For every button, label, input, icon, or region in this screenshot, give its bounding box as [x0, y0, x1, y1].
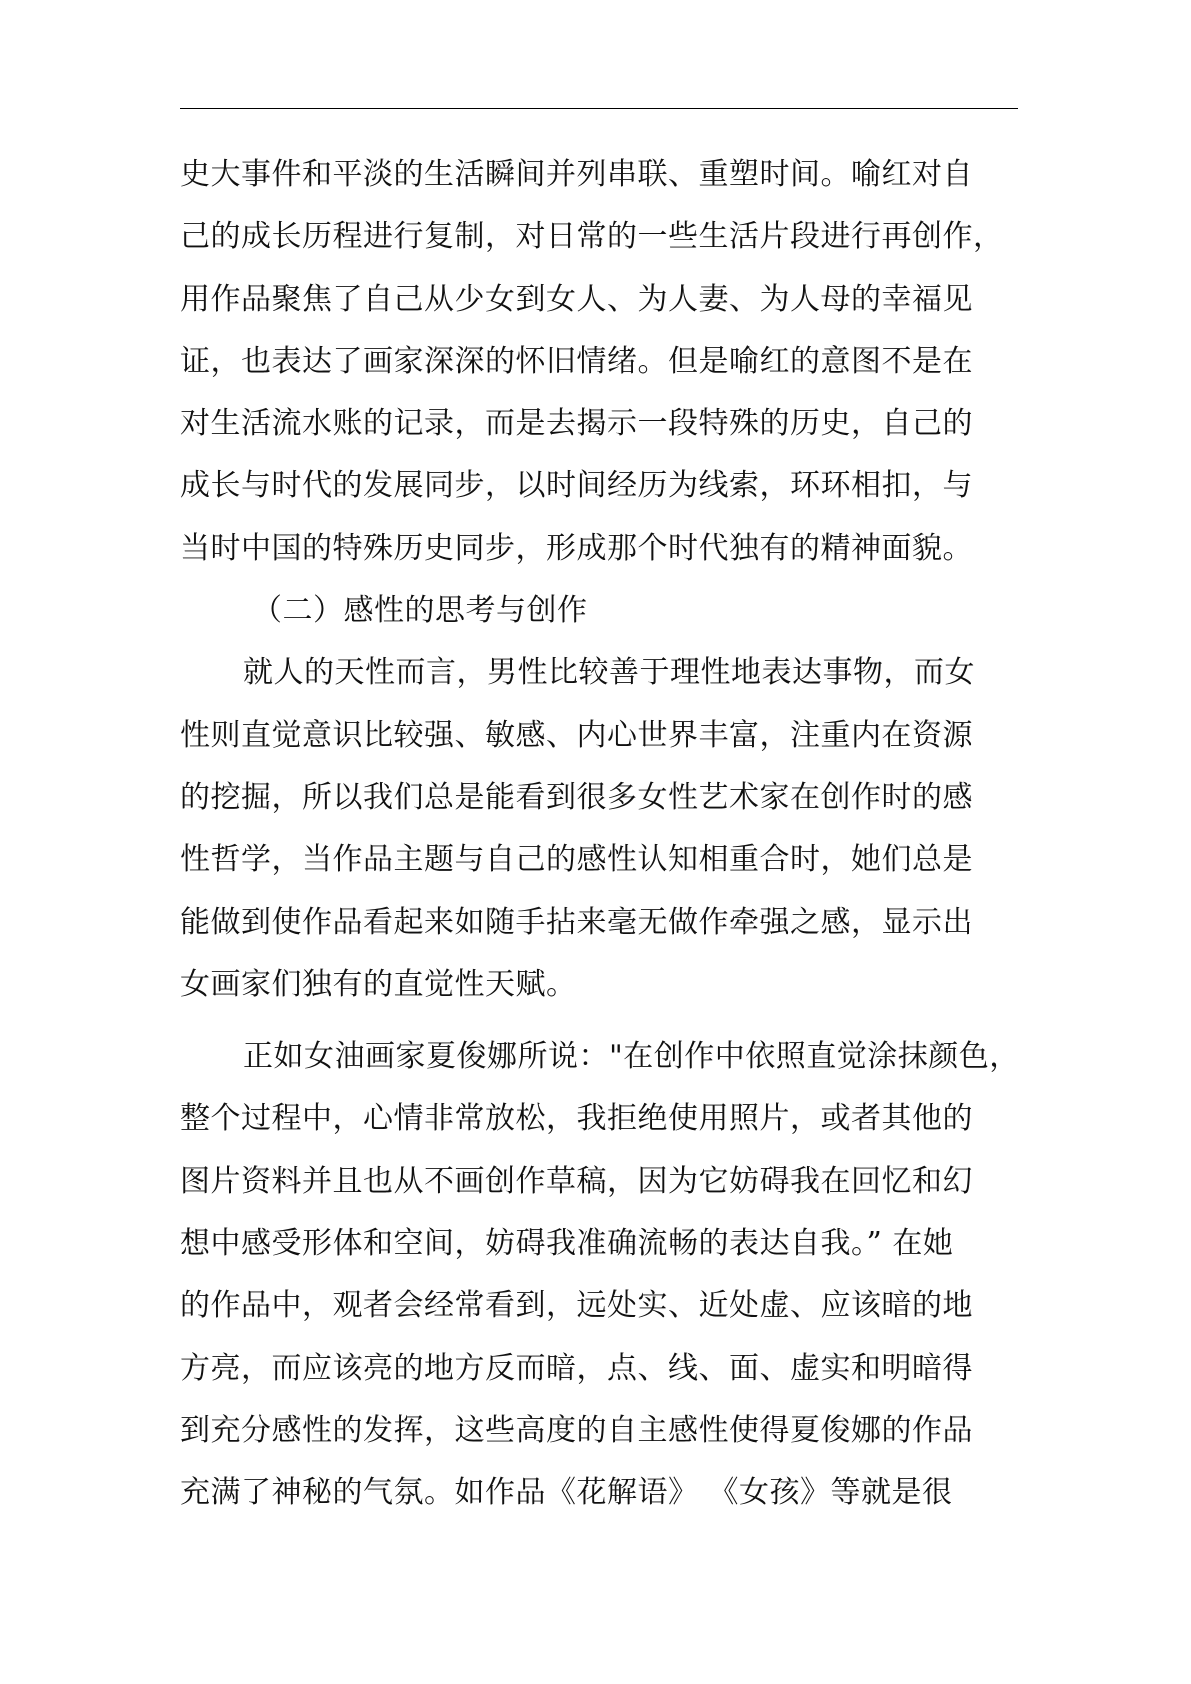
text-line: 性则直觉意识比较强、敏感、内心世界丰富，注重内在资源: [180, 717, 973, 753]
text-line: 性哲学，当作品主题与自己的感性认知相重合时，她们总是: [180, 842, 973, 878]
text-line: 就人的天性而言，男性比较善于理性地表达事物，而女: [243, 655, 975, 691]
text-line: 证，也表达了画家深深的怀旧情绪。但是喻红的意图不是在: [180, 343, 973, 379]
text-line: 能做到使作品看起来如随手拈来毫无做作牵强之感，显示出: [180, 904, 973, 940]
text-line: 己的成长历程进行复制，对日常的一些生活片段进行再创作，: [180, 219, 1004, 255]
text-line: 对生活流水账的记录，而是去揭示一段特殊的历史，自己的: [180, 406, 973, 442]
text-line: 方亮，而应该亮的地方反而暗，点、线、面、虚实和明暗得: [180, 1350, 973, 1386]
section-heading: （二）感性的思考与创作: [252, 593, 588, 629]
paragraph-gap: [180, 1016, 1040, 1026]
header-rule: [180, 108, 1018, 109]
text-line: 正如女油画家夏俊娜所说："在创作中依照直觉涂抹颜色，: [243, 1039, 1020, 1075]
text-line: 的挖掘，所以我们总是能看到很多女性艺术家在创作时的感: [180, 779, 973, 815]
text-line: 史大事件和平淡的生活瞬间并列串联、重塑时间。喻红对自: [180, 157, 973, 192]
text-line: 女画家们独有的直觉性天赋。: [180, 966, 577, 1002]
text-line: 充满了神秘的气氛。如作品《花解语》 《女孩》等就是很: [180, 1475, 953, 1511]
document-body: [180, 144, 1040, 1525]
text-line: 用作品聚焦了自己从少女到女人、为人妻、为人母的幸福见: [180, 281, 973, 317]
text-line: 图片资料并且也从不画创作草稿，因为它妨碍我在回忆和幻: [180, 1163, 973, 1199]
text-line: 当时中国的特殊历史同步，形成那个时代独有的精神面貌。: [180, 530, 973, 566]
text-line: 想中感受形体和空间，妨碍我准确流畅的表达自我。” 在她: [180, 1226, 954, 1262]
text-line: 到充分感性的发挥，这些高度的自主感性使得夏俊娜的作品: [180, 1412, 973, 1448]
text-line: 成长与时代的发展同步，以时间经历为线索，环环相扣，与: [180, 468, 973, 504]
text-line: 的作品中，观者会经常看到，远处实、近处虚、应该暗的地: [180, 1288, 973, 1324]
text-line: 整个过程中，心情非常放松，我拒绝使用照片，或者其他的: [180, 1101, 973, 1137]
